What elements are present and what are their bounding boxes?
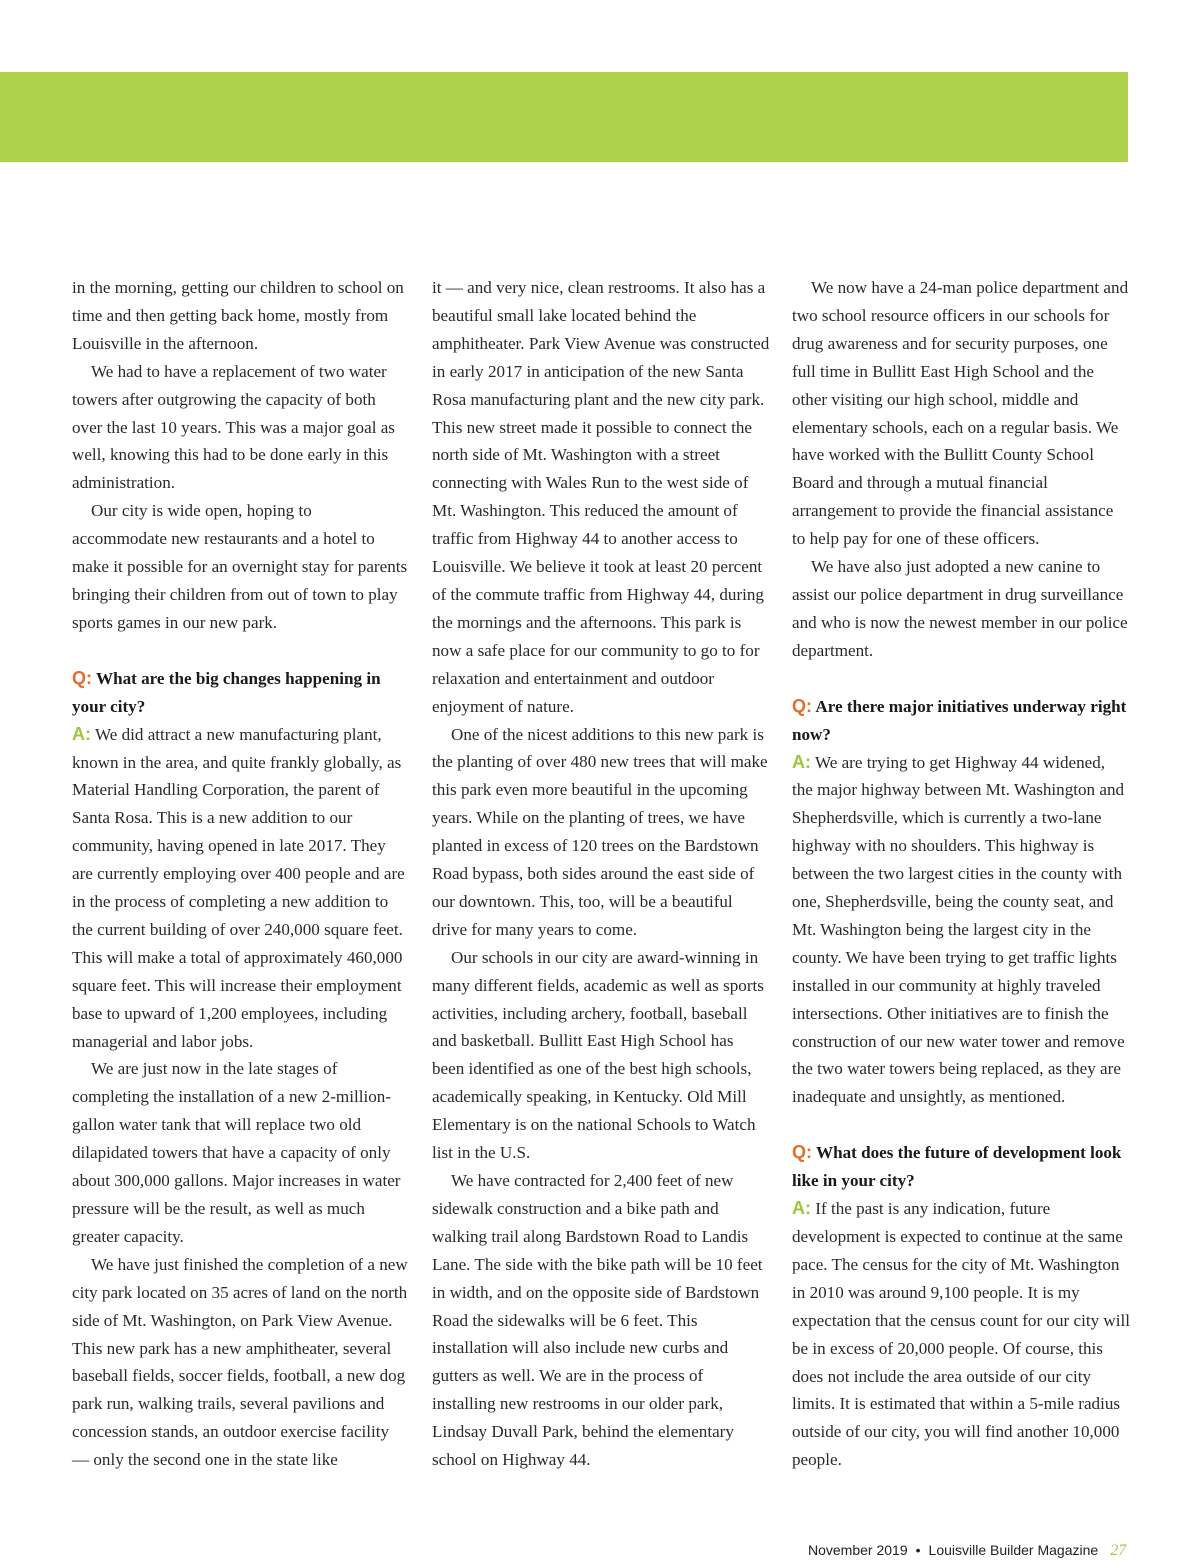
question-marker: Q:: [792, 695, 812, 716]
answer-paragraph: [792, 749, 1130, 1112]
question-heading: [792, 1139, 1130, 1195]
answer-paragraph: [792, 1195, 1130, 1474]
paragraph: Our city is wide open, hoping to accommodate new restaurants and a hotel to make it possible for an overnight stay for parents bringing their children from out of town to play sports games in our new park.: [72, 501, 408, 632]
question-marker: Q:: [792, 1142, 812, 1163]
answer-text: We did attract a new manufacturing plant, known in the area, and quite frankly globally, as Material Handling Corporation, the parent of Santa Rosa. This is a new addition to our community, having opened in late 2017. They are currently employing over 400 people and are in the process of completing a new addition to the current building of over 240,000 square feet. This will make a total of approximately 460,000 square feet. This will increase their employment base to upward of 1,200 employees, including managerial and labor jobs.: [72, 724, 405, 1051]
answer-marker: A:: [72, 723, 91, 744]
paragraph: We are just now in the late stages of completing the installation of a new 2-million-gallon water tank that will replace two old dilapidated towers that have a capacity of only about 300,000 gallons. Major increases in water pressure will be the result, as well as much greater capacity.: [72, 1059, 401, 1246]
paragraph: in the morning, getting our children to school on time and then getting back home, mostly from Louisville in the afternoon.: [72, 278, 404, 353]
issue-date: November 2019: [808, 1542, 908, 1558]
paragraph: We had to have a replacement of two water towers after outgrowing the capacity of both over the last 10 years. This was a major goal as well, knowing this had to be done early in this administration.: [72, 361, 395, 493]
header-accent-bar: [0, 72, 1128, 162]
answer-text: We are trying to get Highway 44 widened, the major highway between Mt. Washington and Shepherdsville, which is currently a two-lane highway with no shoulders. This highway is between the two largest cities in the county with one, Shepherdsville, being the county seat, and Mt. Washington being the largest city in the county. We have been trying to get traffic lights installed in our community at highly traveled intersections. Other initiatives are to finish the construction of our new water tower and remove the two water towers being replaced, as they are inadequate and unsightly, as mentioned.: [792, 752, 1125, 1107]
answer-text: If the past is any indication, future development is expected to continue at the same pace. The census for the city of Mt. Washington in 2010 was around 9,100 people. It is my expectation that the census count for our city will be in excess of 20,000 people. Of course, this does not include the area outside of our city limits. It is estimated that within a 5-mile radius outside of our city, you will find another 10,000 people.: [792, 1199, 1130, 1470]
paragraph: it — and very nice, clean restrooms. It also has a beautiful small lake located behind the amphitheater. Park View Avenue was constructed in early 2017 in anticipation of the new Santa Rosa manufacturing plant and the new city park. This new street made it possible to connect the north side of Mt. Washington with a street connecting with Wales Run to the west side of Mt. Washington. This reduced the amount of traffic from Highway 44 to another access to Louisville. We believe it took at least 20 percent of the commute traffic from Highway 44, during the mornings and the afternoons. This park is now a safe place for our community to go to for relaxation and entertainment and outdoor enjoyment of nature.: [432, 278, 770, 716]
question-heading: [72, 665, 410, 721]
paragraph: Our schools in our city are award-winning in many different fields, academic as well as sports activities, including archery, football, baseball and basketball. Bullitt East High School has been identified as one of the best high schools, academically speaking, in Kentucky. Old Mill Elementary is on the national Schools to Watch list in the U.S.: [432, 947, 764, 1163]
page-number: 27: [1110, 1542, 1127, 1559]
paragraph: We now have a 24-man police department and two school resource officers in our schools for drug awareness and for security purposes, one full time in Bullitt East High School and the other visiting our high school, middle and elementary schools, each on a regular basis. We have worked with the Bullitt County School Board and through a mutual financial arrangement to provide the financial assistance to help pay for one of these officers.: [792, 278, 1129, 549]
article-column-2: [432, 274, 770, 1474]
answer-marker: A:: [792, 1198, 811, 1219]
answer-marker: A:: [792, 751, 811, 772]
question-text: What are the big changes happening in your city?: [72, 668, 381, 716]
paragraph: We have just finished the completion of a new city park located on 35 acres of land on the north side of Mt. Washington, on Park View Avenue. This new park has a new amphitheater, several baseball fields, soccer fields, football, a new dog park run, walking trails, several pavilions and concession stands, an outdoor exercise facility — only the second one in the state like: [72, 1254, 408, 1470]
publication-name: Louisville Builder Magazine: [928, 1542, 1099, 1558]
paragraph: One of the nicest additions to this new park is the planting of over 480 new trees that will make this park even more beautiful in the upcoming years. While on the planting of trees, we have planted in excess of 120 trees on the Bardstown Road bypass, both sides around the east side of our downtown. This, too, will be a beautiful drive for many years to come.: [432, 724, 768, 939]
article-column-1: [72, 274, 410, 1474]
answer-paragraph: [72, 721, 410, 1056]
question-heading: [792, 693, 1130, 749]
paragraph: We have contracted for 2,400 feet of new sidewalk construction and a bike path and walking trail along Bardstown Road to Landis Lane. The side with the bike path will be 10 feet in width, and on the opposite side of Bardstown Road the sidewalks will be 6 feet. This installation will also include new curbs and gutters as well. We are in the process of installing new restrooms in our older park, Lindsay Duvall Park, behind the elementary school on Highway 44.: [432, 1171, 763, 1470]
footer-separator: •: [915, 1542, 921, 1558]
article-column-3: [792, 274, 1130, 1474]
paragraph: We have also just adopted a new canine to assist our police department in drug surveillance and who is now the newest member in our police department.: [792, 557, 1128, 660]
question-text: What does the future of development look like in your city?: [792, 1143, 1122, 1191]
page-footer: [808, 1542, 1126, 1560]
question-marker: Q:: [72, 667, 92, 688]
question-text: Are there major initiatives underway right now?: [792, 696, 1127, 744]
